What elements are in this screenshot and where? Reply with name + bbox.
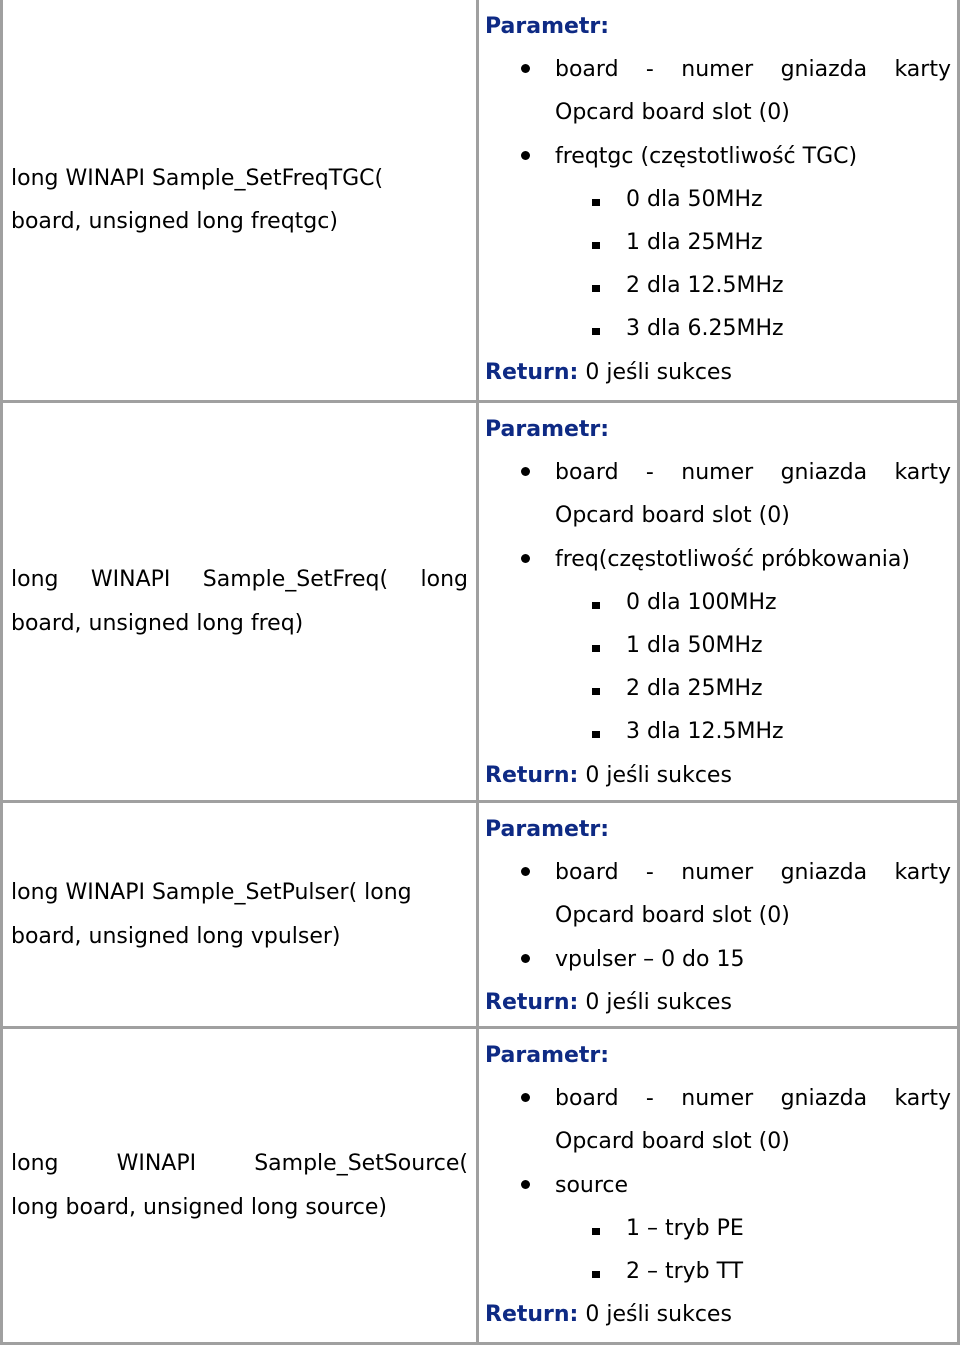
parameters-label: Parametr:	[485, 1043, 610, 1068]
function-signature: long WINAPI Sample_SetPulser( long board, unsigned long vpulser)	[11, 880, 412, 949]
list-item: board - numer gniazda karty	[485, 851, 951, 894]
square-bullet-icon	[592, 328, 600, 335]
parameters-label: Parametr:	[485, 14, 610, 39]
function-signature: long WINAPI Sample_SetSource( long board, unsigned long source)	[11, 1151, 468, 1220]
bullet-icon	[521, 1180, 530, 1189]
signature-cell	[0, 1029, 479, 1342]
list-item: vpulser – 0 do 15	[485, 938, 951, 981]
description-cell: Parametr: board - numer gniazda karty Opcard board slot (0) freqtgc (częstotliwość TGC) 0 dla 50MHz 1 dla 25MHz 2 dla 12.5MHz 3 dla 6.25MHz Return: 0 jeśli sukces	[479, 0, 960, 400]
description-cell: Parametr: board - numer gniazda karty Opcard board slot (0) vpulser – 0 do 15 Return: 0 jeśli sukces	[479, 803, 960, 1026]
sub-list-item: 0 dla 100MHz	[485, 581, 951, 624]
square-bullet-icon	[592, 285, 600, 292]
list-item: board - numer gniazda karty	[485, 1077, 951, 1120]
list-item: source	[485, 1164, 951, 1207]
sub-list-item: 1 dla 25MHz	[485, 221, 951, 264]
list-item: board - numer gniazda karty	[485, 451, 951, 494]
sub-list-item: 1 – tryb PE	[485, 1207, 951, 1250]
table-row	[0, 403, 960, 803]
square-bullet-icon	[592, 199, 600, 206]
square-bullet-icon	[592, 688, 600, 695]
sub-list-item: 3 dla 6.25MHz	[485, 307, 951, 350]
return-line: Return: 0 jeśli sukces	[485, 1302, 732, 1328]
sub-list-item: 0 dla 50MHz	[485, 178, 951, 221]
sub-list-item: 1 dla 50MHz	[485, 624, 951, 667]
square-bullet-icon	[592, 1228, 600, 1235]
bullet-icon	[521, 954, 530, 963]
square-bullet-icon	[592, 242, 600, 249]
bullet-icon	[521, 64, 530, 73]
table-row	[0, 803, 960, 1029]
square-bullet-icon	[592, 731, 600, 738]
function-signature: long WINAPI Sample_SetFreq( long board, unsigned long freq)	[11, 567, 468, 636]
sub-list-item: 2 dla 25MHz	[485, 667, 951, 710]
bullet-icon	[521, 867, 530, 876]
bullet-icon	[521, 467, 530, 476]
description-cell: Parametr: board - numer gniazda karty Opcard board slot (0) source 1 – tryb PE 2 – tryb TT Return: 0 jeśli sukces	[479, 1029, 960, 1342]
description-cell: Parametr: board - numer gniazda karty Opcard board slot (0) freq(częstotliwość próbkowania) 0 dla 100MHz 1 dla 50MHz 2 dla 25MHz 3 dla 12.5MHz Return: 0 jeśli sukces	[479, 403, 960, 800]
list-item: freq(częstotliwość próbkowania)	[485, 538, 951, 581]
table-row	[0, 1029, 960, 1345]
sub-list-item: 3 dla 12.5MHz	[485, 710, 951, 753]
signature-cell	[0, 403, 479, 800]
square-bullet-icon	[592, 645, 600, 652]
parameters-label: Parametr:	[485, 417, 610, 442]
bullet-icon	[521, 151, 530, 160]
bullet-icon	[521, 554, 530, 563]
signature-cell	[0, 803, 479, 1026]
signature-cell	[0, 0, 479, 400]
square-bullet-icon	[592, 602, 600, 609]
square-bullet-icon	[592, 1271, 600, 1278]
parameters-label: Parametr:	[485, 817, 610, 842]
list-item: freqtgc (częstotliwość TGC)	[485, 135, 951, 178]
return-line: Return: 0 jeśli sukces	[485, 359, 732, 385]
return-line: Return: 0 jeśli sukces	[485, 762, 732, 788]
list-item: board - numer gniazda karty	[485, 48, 951, 91]
sub-list-item: 2 – tryb TT	[485, 1250, 951, 1293]
table-row	[0, 0, 960, 403]
bullet-icon	[521, 1093, 530, 1102]
return-line: Return: 0 jeśli sukces	[485, 989, 732, 1015]
function-signature: long WINAPI Sample_SetFreqTGC( board, unsigned long freqtgc)	[11, 165, 384, 234]
sub-list-item: 2 dla 12.5MHz	[485, 264, 951, 307]
